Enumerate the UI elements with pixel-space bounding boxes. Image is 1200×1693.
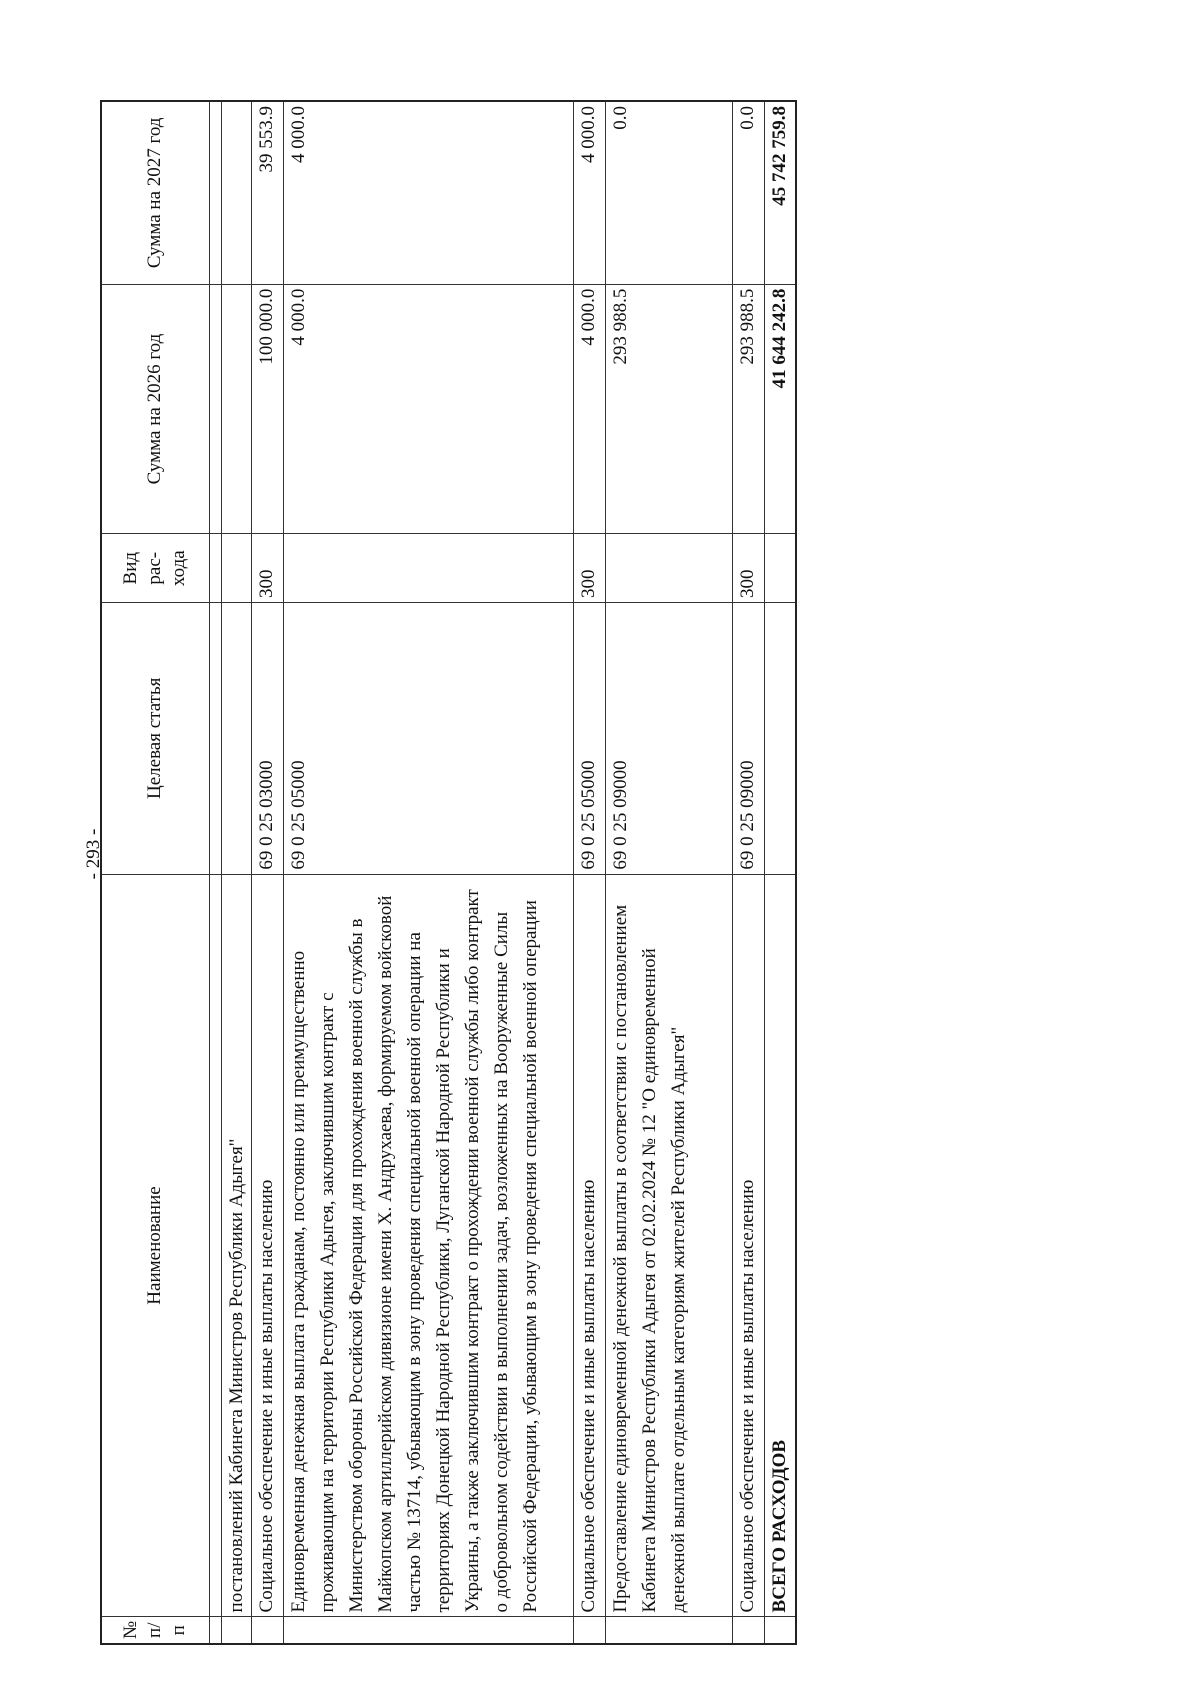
cell-vid xyxy=(283,534,573,603)
header-sum-2027: Сумма на 2027 год xyxy=(101,101,209,284)
cell-sum-2027: 4 000.0 xyxy=(573,101,605,284)
cell-vid: 300 xyxy=(573,534,605,603)
total-sum-2027: 45 742 759.8 xyxy=(764,101,796,284)
header-code: Целевая статья xyxy=(101,603,209,875)
cell-num xyxy=(764,1617,796,1644)
cell-name: Социальное обеспечение и иные выплаты населению xyxy=(573,874,605,1617)
cell-sum-2026: 293 988.5 xyxy=(732,284,764,534)
cell-name: постановлений Кабинета Министров Республики Адыгея" xyxy=(221,874,251,1617)
cell-vid: 300 xyxy=(251,534,283,603)
cell-num xyxy=(283,1617,573,1644)
budget-table xyxy=(100,100,797,1645)
cell-sum-2027: 4 000.0 xyxy=(283,101,573,284)
cell-num xyxy=(251,1617,283,1644)
cell-vid xyxy=(221,534,251,603)
cell-name: Социальное обеспечение и иные выплаты населению xyxy=(732,874,764,1617)
table-row xyxy=(251,101,283,1644)
table-row xyxy=(221,101,251,1644)
table-spacer-row xyxy=(209,101,221,1644)
cell-name: Предоставление единовременной денежной выплаты в соответствии с постановлением Кабинета Министров Республики Адыгея от 02.02.2024 № 12 "О единовременной денежной выплате отдельным категориям жителей Республики Адыгея" xyxy=(605,874,732,1617)
cell-sum-2026: 100 000.0 xyxy=(251,284,283,534)
header-num: № п/п xyxy=(101,1617,209,1644)
cell-num xyxy=(573,1617,605,1644)
table-row xyxy=(573,101,605,1644)
cell-code xyxy=(221,603,251,875)
cell-sum-2026 xyxy=(221,284,251,534)
cell-num xyxy=(605,1617,732,1644)
cell-num xyxy=(732,1617,764,1644)
total-row xyxy=(764,101,796,1644)
table-row xyxy=(605,101,732,1644)
cell-sum-2027: 0.0 xyxy=(605,101,732,284)
cell-code xyxy=(764,603,796,875)
table-row xyxy=(732,101,764,1644)
table-header-row xyxy=(101,101,209,1644)
cell-sum-2027: 39 553.9 xyxy=(251,101,283,284)
cell-code: 69 0 25 09000 xyxy=(605,603,732,875)
cell-code: 69 0 25 05000 xyxy=(283,603,573,875)
cell-sum-2026: 293 988.5 xyxy=(605,284,732,534)
rotated-table-wrapper xyxy=(100,100,790,1645)
total-sum-2026: 41 644 242.8 xyxy=(764,284,796,534)
cell-vid xyxy=(605,534,732,603)
cell-sum-2026: 4 000.0 xyxy=(573,284,605,534)
cell-num xyxy=(221,1617,251,1644)
total-label: ВСЕГО РАСХОДОВ xyxy=(764,874,796,1617)
cell-sum-2027: 0.0 xyxy=(732,101,764,284)
cell-vid: 300 xyxy=(732,534,764,603)
cell-code: 69 0 25 05000 xyxy=(573,603,605,875)
header-vid: Вид рас-хода xyxy=(101,534,209,603)
cell-sum-2027 xyxy=(221,101,251,284)
header-name: Наименование xyxy=(101,874,209,1617)
cell-vid xyxy=(764,534,796,603)
cell-code: 69 0 25 09000 xyxy=(732,603,764,875)
header-sum-2026: Сумма на 2026 год xyxy=(101,284,209,534)
cell-name: Социальное обеспечение и иные выплаты населению xyxy=(251,874,283,1617)
cell-code: 69 0 25 03000 xyxy=(251,603,283,875)
table-row xyxy=(283,101,573,1644)
cell-sum-2026: 4 000.0 xyxy=(283,284,573,534)
page-number: - 293 - xyxy=(83,828,104,880)
cell-name: Единовременная денежная выплата гражданам, постоянно или преимущественно проживающим на территории Республики Адыгея, заключившим контракт с Министерством обороны Российской Федерации для прохождения военной службы в Майкопском артиллерийском дивизионе имени Х. Андрухаева, формируемом войсковой частью № 13714, убывающим в зону проведения специальной военной операции на территориях Донецкой Народной Республики, Луганской Народной Республики и Украины, а также заключившим контракт о прохождении военной службы либо контракт о добровольном содействии в выполнении задач, возложенных на Вооруженные Силы Российской Федерации, убывающим в зону проведения специальной военной операции xyxy=(283,874,573,1617)
